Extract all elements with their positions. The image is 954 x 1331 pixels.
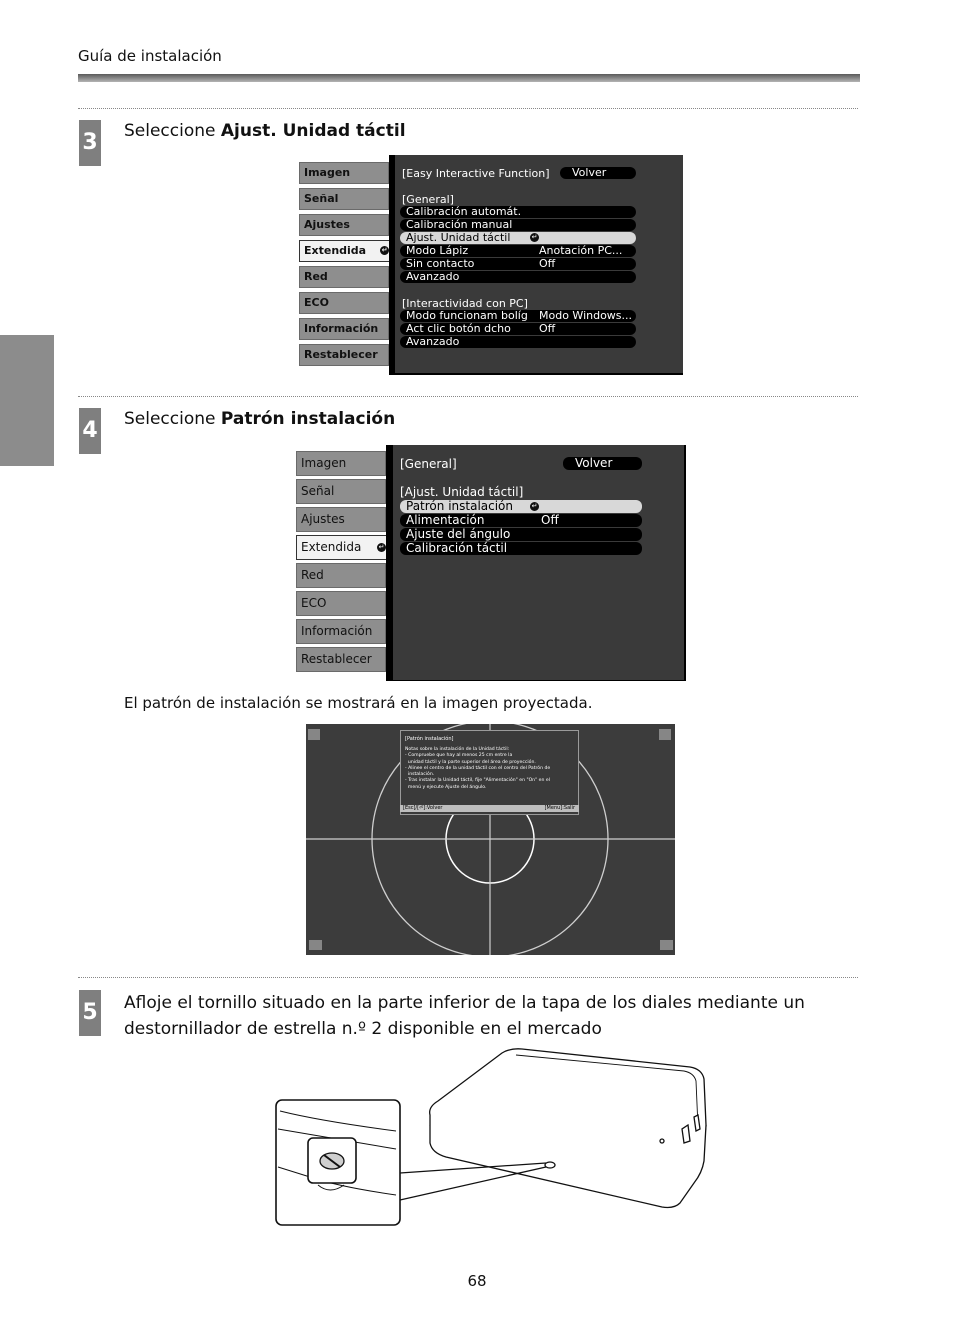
pattern-dialog <box>400 730 579 815</box>
menu-row: Modo Lápiz Anotación PC... <box>400 245 636 257</box>
menu-panel <box>393 445 684 680</box>
menu-header: [General] <box>400 457 457 471</box>
section-divider <box>78 396 858 397</box>
dialog-notes: Notas sobre la instalación de la Unidad táctil: - Compruebe que hay al menos 25 cm entre la unidad táctil y la parte superior del área de proyección. - Alinee el centro de la unidad táctil con el centro del Patrón de instalación. - Tras instalar la Unidad táctil, fije "Alimentación" en "On" en el menú y ejecute Ajuste del ángulo. <box>405 747 551 790</box>
section-divider <box>78 108 858 109</box>
unit-screw-illustration <box>270 1045 715 1230</box>
dialog-footer: [Esc]/[⏎]:Volver [Menu]:Salir <box>400 805 579 812</box>
menu-tab: Restablecer <box>296 647 386 672</box>
step-title: Seleccione Ajust. Unidad táctil <box>124 121 406 141</box>
menu-tab: Red <box>296 563 386 588</box>
menu-row: Act clic botón dcho Off <box>400 323 636 335</box>
menu-item-name: Patrón instalación <box>220 409 396 429</box>
menu-tab: Imagen <box>299 162 389 184</box>
menu-row-highlighted: Ajust. Unidad táctil ↵ <box>400 232 636 244</box>
menu-tab: Imagen <box>296 451 386 476</box>
menu-tab-selected: Extendida ↵ <box>296 535 392 560</box>
step-title: Afloje el tornillo situado en la parte inferior de la tapa de los diales mediante un destornillador de estrella n.º 2 disponible en el mercado <box>124 993 805 1039</box>
back-pill: Volver <box>560 167 636 179</box>
menu-row: Calibración manual <box>400 219 636 231</box>
step-title: Seleccione Patrón instalación <box>124 409 396 429</box>
running-header: Guía de instalación <box>78 47 222 65</box>
enter-icon: ↵ <box>531 233 538 241</box>
back-pill: Volver <box>563 457 642 470</box>
menu-header: [Easy Interactive Function] <box>402 167 550 180</box>
menu-tab: Señal <box>296 479 386 504</box>
enter-icon: ↵ <box>381 246 388 254</box>
section-label: [Ajust. Unidad táctil] <box>400 485 524 499</box>
step-number: 4 <box>79 408 101 454</box>
menu-tab: Restablecer <box>299 344 389 366</box>
enter-icon: ↵ <box>531 502 538 510</box>
menu-row: Calibración táctil <box>400 542 642 555</box>
menu-row: Alimentación Off <box>400 514 642 527</box>
menu-tab: ECO <box>299 292 389 314</box>
menu-tab: Ajustes <box>299 214 389 236</box>
menu-tab: ECO <box>296 591 386 616</box>
menu-tab: Red <box>299 266 389 288</box>
step-number: 3 <box>79 120 101 166</box>
caption-text: El patrón de instalación se mostrará en la imagen proyectada. <box>124 694 593 712</box>
section-divider <box>78 977 858 978</box>
page-number: 68 <box>467 1272 487 1290</box>
menu-row: Ajuste del ángulo <box>400 528 642 541</box>
menu-tab: Información <box>299 318 389 340</box>
menu-tab-selected: Extendida ↵ <box>299 240 395 262</box>
step-number: 5 <box>79 990 101 1036</box>
menu-row: Modo funcionam bolíg Modo Windows... <box>400 310 636 322</box>
menu-row-highlighted: Patrón instalación ↵ <box>400 500 642 513</box>
section-label: [Interactividad con PC] <box>402 297 528 310</box>
projector-menu-screenshot <box>295 445 686 681</box>
chapter-side-tab <box>0 335 54 466</box>
menu-tab: Información <box>296 619 386 644</box>
menu-item-name: Ajust. Unidad táctil <box>220 121 406 141</box>
menu-panel <box>395 155 683 373</box>
section-label: [General] <box>402 193 454 206</box>
enter-icon: ↵ <box>378 543 385 551</box>
menu-row: Avanzado <box>400 271 636 283</box>
header-rule <box>78 74 860 82</box>
menu-row: Calibración automát. <box>400 206 636 218</box>
menu-tab: Señal <box>299 188 389 210</box>
projector-menu-screenshot <box>297 155 683 375</box>
dialog-title: [Patrón instalación] <box>405 736 454 742</box>
menu-tab: Ajustes <box>296 507 386 532</box>
installation-pattern-image <box>306 724 675 955</box>
menu-row: Avanzado <box>400 336 636 348</box>
menu-row: Sin contacto Off <box>400 258 636 270</box>
